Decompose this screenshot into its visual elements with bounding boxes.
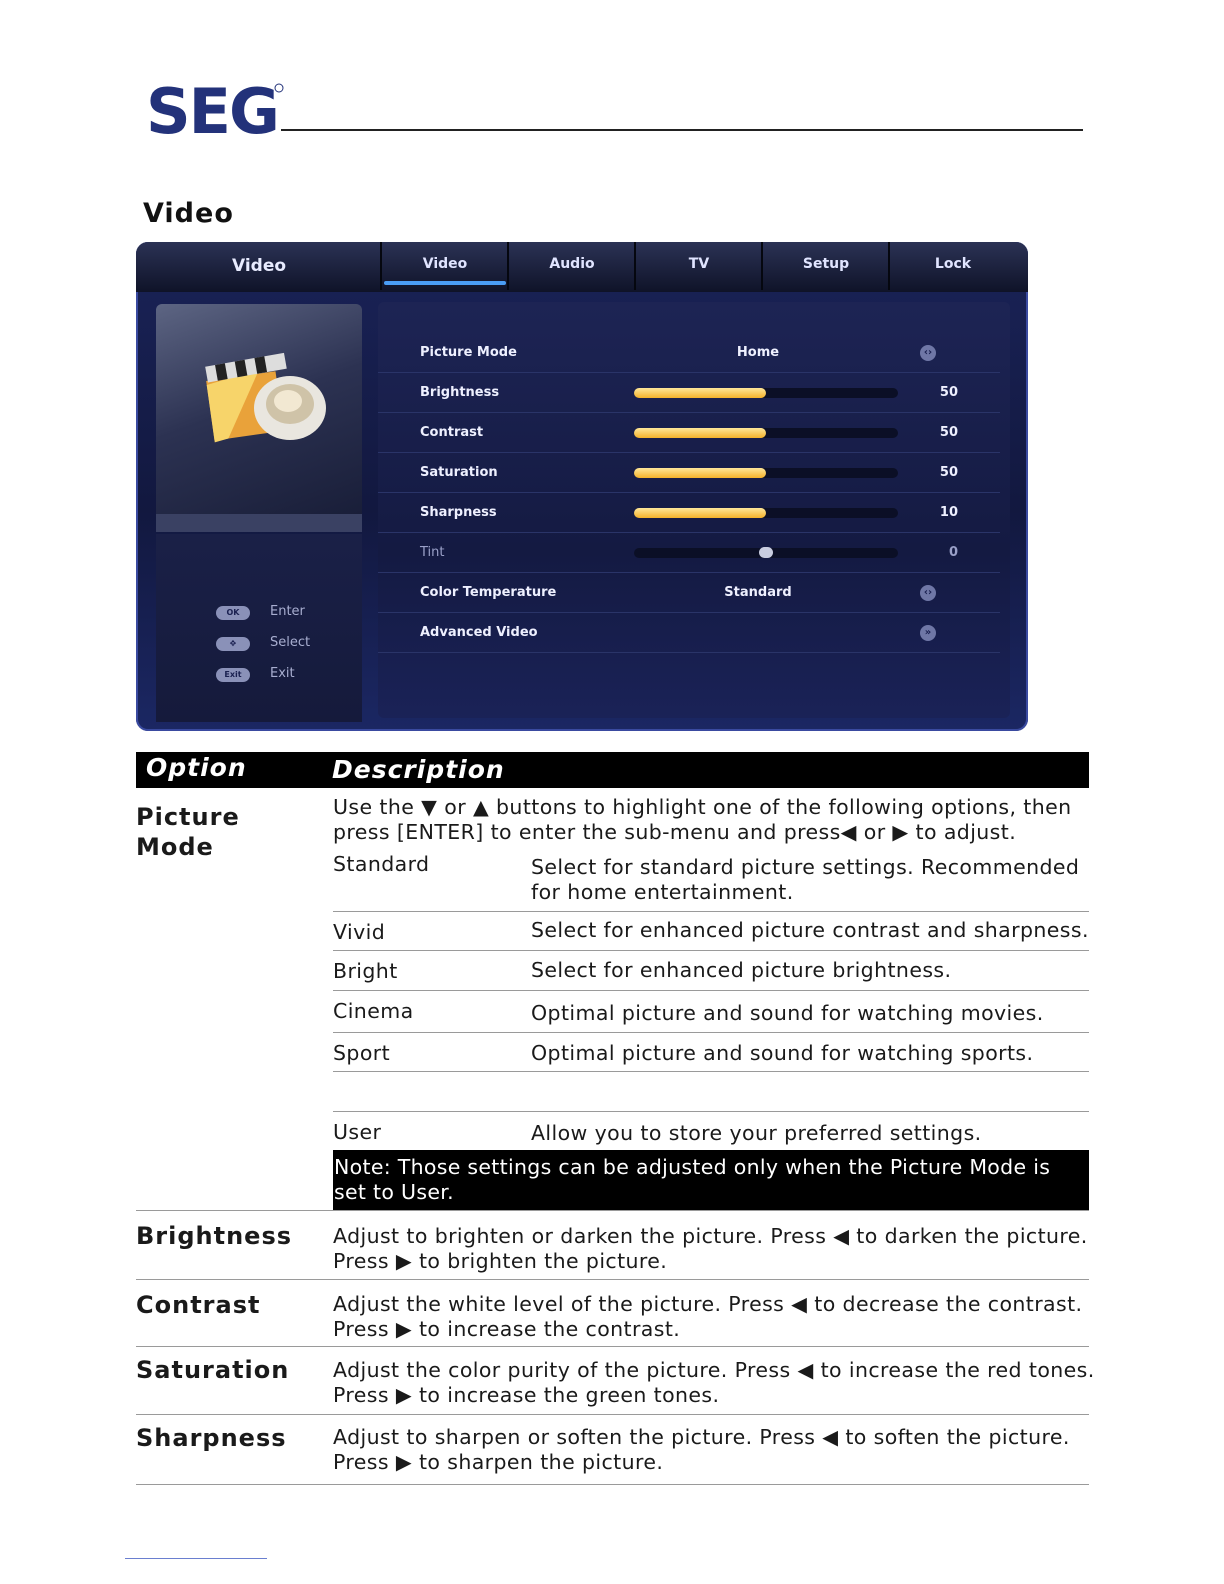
tv-menu-screenshot [136, 242, 1028, 731]
desc-brightness [333, 1224, 1103, 1274]
left-right-arrows-icon[interactable]: ‹› [920, 585, 936, 601]
desc-sharpness [333, 1425, 1103, 1475]
tv-tab-label: Video [422, 256, 468, 272]
mode-desc-standard [531, 855, 1101, 905]
mode-desc-user: Allow you to store your preferred settings. [531, 1121, 982, 1145]
tv-tab-lock[interactable] [888, 242, 1016, 290]
left-panel-strip [156, 514, 362, 532]
desc-line: Use the ▼ or ▲ buttons to highlight one of the following options, then [333, 795, 1072, 819]
tv-tab-audio[interactable] [507, 242, 635, 290]
hint-label: Enter [270, 604, 305, 619]
table-header [136, 752, 1089, 788]
desc-contrast [333, 1292, 1103, 1342]
menu-row-contrast[interactable] [378, 414, 1000, 453]
tv-tab-label: TV [688, 256, 710, 272]
menu-row-brightness[interactable] [378, 374, 1000, 413]
tv-tab-label: Lock [934, 256, 972, 272]
mode-name-cinema: Cinema [333, 999, 414, 1023]
row-label: Brightness [420, 385, 500, 400]
row-divider [136, 1484, 1089, 1485]
arrow-keys-icon: ✥ [216, 637, 250, 651]
desc-line: Adjust the color purity of the picture. Press ◀ to increase the red tones. [333, 1358, 1095, 1382]
desc-line: Press ▶ to increase the contrast. [333, 1317, 681, 1341]
note-line: set to User. [334, 1180, 454, 1204]
menu-row-advanced-video[interactable] [378, 614, 1000, 653]
row-divider [333, 990, 1089, 991]
picture-mode-intro [333, 795, 1103, 845]
tv-tab-label: Setup [802, 256, 850, 272]
option-contrast: Contrast [136, 1291, 261, 1319]
tv-menu-title: Video [232, 256, 287, 276]
video-settings-panel [378, 302, 1010, 718]
menu-row-tint[interactable] [378, 534, 1000, 573]
row-label: Contrast [420, 425, 484, 440]
option-saturation: Saturation [136, 1356, 290, 1384]
slider-fill [634, 468, 766, 478]
mode-name-standard: Standard [333, 852, 430, 876]
row-divider [333, 1111, 1089, 1112]
menu-row-saturation[interactable] [378, 454, 1000, 493]
hint-label: Exit [270, 666, 295, 681]
sharpness-slider[interactable] [634, 508, 898, 518]
tv-tab-label: Audio [549, 256, 595, 272]
mode-desc-sport: Optimal picture and sound for watching sports. [531, 1041, 1034, 1065]
option-sharpness: Sharpness [136, 1424, 287, 1452]
tint-slider[interactable] [634, 548, 898, 558]
mode-name-sport: Sport [333, 1041, 391, 1065]
slider-fill [634, 388, 766, 398]
row-value: 50 [939, 425, 958, 440]
tv-tab-tv[interactable] [634, 242, 762, 290]
row-divider [333, 911, 1089, 912]
mode-desc-vivid: Select for enhanced picture contrast and sharpness. [531, 918, 1089, 942]
option-picture-mode [136, 802, 240, 862]
row-divider [136, 1346, 1089, 1347]
slider-fill [634, 428, 766, 438]
key-hints-panel [156, 534, 362, 722]
menu-row-picture-mode[interactable] [378, 334, 1000, 373]
header-rule [281, 129, 1083, 131]
clapperboard-coffee-icon [204, 346, 334, 466]
brightness-slider[interactable] [634, 388, 898, 398]
desc-line: Adjust to brighten or darken the picture. Press ◀ to darken the picture. [333, 1224, 1088, 1248]
row-label: Color Temperature [420, 585, 557, 600]
header-description: Description [332, 755, 505, 784]
contrast-slider[interactable] [634, 428, 898, 438]
desc-line: Press ▶ to increase the green tones. [333, 1383, 720, 1407]
option-brightness: Brightness [136, 1222, 293, 1250]
row-value: 10 [939, 505, 958, 520]
footer-rule [125, 1558, 267, 1559]
desc-line: Adjust the white level of the picture. Press ◀ to decrease the contrast. [333, 1292, 1083, 1316]
row-label: Tint [420, 545, 445, 560]
row-value: Standard [724, 585, 792, 600]
row-value: 50 [939, 465, 958, 480]
row-value: Home [736, 345, 780, 360]
option-line: Picture [136, 803, 240, 831]
row-label: Saturation [420, 465, 498, 480]
desc-line: for home entertainment. [531, 880, 794, 904]
slider-fill [634, 508, 766, 518]
desc-line: Press ▶ to brighten the picture. [333, 1249, 668, 1273]
row-divider [136, 1210, 1089, 1211]
seg-logo [146, 80, 286, 138]
exit-key-icon: Exit [216, 668, 250, 682]
option-line: Mode [136, 833, 214, 861]
section-title: Video [143, 198, 234, 229]
double-chevron-right-icon[interactable]: » [920, 625, 936, 641]
active-tab-underline [384, 281, 506, 285]
note-line: Note: Those settings can be adjusted only when the Picture Mode is [334, 1155, 1051, 1179]
picture-mode-note [333, 1150, 1089, 1210]
row-value: 50 [939, 385, 958, 400]
row-divider [136, 1279, 1089, 1280]
menu-row-sharpness[interactable] [378, 494, 1000, 533]
menu-row-color-temperature[interactable] [378, 574, 1000, 613]
desc-saturation [333, 1358, 1103, 1408]
row-divider [136, 1414, 1089, 1415]
mode-desc-cinema: Optimal picture and sound for watching movies. [531, 1001, 1044, 1025]
row-label: Advanced Video [420, 625, 538, 640]
row-divider [333, 1071, 1089, 1072]
header-option: Option [146, 753, 247, 782]
mode-name-bright: Bright [333, 959, 398, 983]
ok-key-icon: OK [216, 606, 250, 620]
saturation-slider[interactable] [634, 468, 898, 478]
hint-label: Select [270, 635, 311, 650]
desc-line: Select for standard picture settings. Recommended [531, 855, 1080, 879]
left-right-arrows-icon[interactable]: ‹› [920, 345, 936, 361]
desc-line: Adjust to sharpen or soften the picture. Press ◀ to soften the picture. [333, 1425, 1070, 1449]
desc-line: press [ENTER] to enter the sub-menu and press◀ or ▶ to adjust. [333, 820, 1017, 844]
mode-name-user: User [333, 1120, 382, 1144]
row-divider [333, 950, 1089, 951]
tv-tab-setup[interactable] [761, 242, 889, 290]
row-label: Picture Mode [420, 345, 517, 360]
tint-slider-knob[interactable] [759, 547, 773, 558]
desc-line: Press ▶ to sharpen the picture. [333, 1450, 664, 1474]
seg-logo-text: SEG [146, 80, 278, 138]
mode-name-vivid: Vivid [333, 920, 386, 944]
tv-tab-video[interactable] [380, 242, 508, 290]
mode-desc-bright: Select for enhanced picture brightness. [531, 958, 952, 982]
row-label: Sharpness [420, 505, 497, 520]
row-divider [333, 1032, 1089, 1033]
row-value: 0 [948, 545, 958, 560]
